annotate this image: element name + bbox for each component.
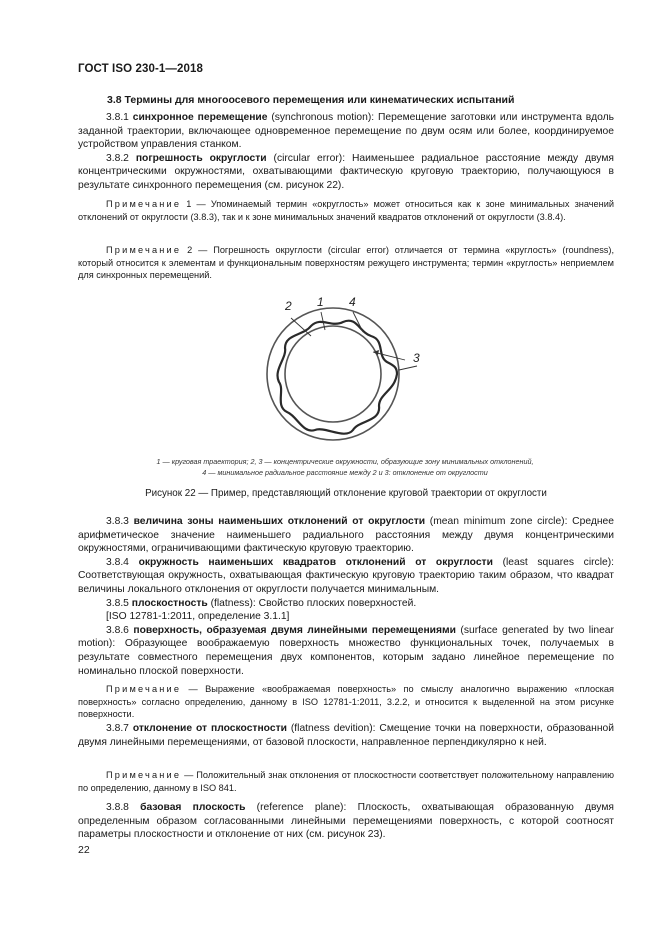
section-title: 3.8 Термины для многоосевого перемещения или кинематических испытаний bbox=[107, 94, 515, 106]
label-2: 2 bbox=[285, 299, 292, 313]
term-3-8-8: 3.8.8 базовая плоскость (reference plane): Плоскость, охватывающая образованную двумя определенным образом согласованными линейными перемещениями поверхность, с которой соотносят параметры плоскостности и отклонение от них (см. рисунок 23). bbox=[78, 802, 614, 841]
figure-legend: 1 — круговая траектория; 2, 3 — концентрические окружности, образующие зону минимальных отклонений, 4 — минимальное радиальное расстояние между 2 и 3: отклонение от округлости bbox=[156, 457, 534, 477]
term-block-383-386 bbox=[78, 515, 614, 678]
page-number: 22 bbox=[78, 844, 90, 856]
figure-caption: Рисунок 22 — Пример, представляющий отклонение круговой траектории от округлости bbox=[145, 488, 547, 499]
figure-22 bbox=[255, 290, 435, 450]
term-3-8-4: 3.8.4 окружность наименьших квадратов отклонений от округлости (least squares circle): Соответствующая окружность, охватывающая фактическую круговую траекторию таким образом, что квадрат величины локального отклонения от округлости получается минимальным. bbox=[78, 556, 614, 595]
circular-trajectory-1 bbox=[277, 321, 397, 434]
inner-circle-2 bbox=[285, 326, 381, 422]
term-3-8-3: 3.8.3 величина зоны наименьших отклонений от округлости (mean minimum zone circle): Среднее арифметическое значение наименьшего радиального расстояния между двумя концентрическими окружностями, ограничивающими фактическую круговую траекторию. bbox=[78, 516, 614, 555]
note-3: Примечание — Выражение «воображаемая поверхность» по смыслу аналогично выражению «плоская поверхность» согласно определению, данному в ISO 12781-1:2011, 3.2.2, и относится к выделенной на этом рисунке поверхности. bbox=[78, 684, 614, 720]
note-4: Примечание — Положительный знак отклонения от плоскостности соответствует положительному направлению по определению, данному в ISO 841. bbox=[78, 770, 614, 793]
term-block-381-382 bbox=[78, 111, 614, 193]
term-3-8-1: 3.8.1 синхронное перемещение (synchronous motion): Перемещение заготовки или инструмента вдоль заданной траектории, включающее одновременное перемещение по двум осям или более, координируемое устройством управления станком. bbox=[78, 112, 614, 151]
document-header: ГОСТ ISO 230-1—2018 bbox=[78, 63, 203, 75]
term-3-8-6: 3.8.6 поверхность, образуемая двумя линейными перемещениями (surface generated by two linear motion): Образующее воображаемую поверхность множество функциональных точек, получаемых в результате совместного перемещения двух компонентов, которым задано линейное перемещение по номинально плоской поверхности. bbox=[78, 624, 614, 677]
note-2: Примечание 2 — Погрешность округлости (circular error) отличается от термина «круглость» (roundness), который относится к элементам и функциональным поверхностям режущего инструмента; термин «круглость» неприемлем для синхронных перемещений. bbox=[78, 245, 614, 281]
label-1: 1 bbox=[317, 295, 324, 309]
reference-3-8-5: [ISO 12781-1:2011, определение 3.1.1] bbox=[106, 611, 290, 623]
note-1: Примечание 1 — Упоминаемый термин «округлость» может относиться как к зоне минимальных значений отклонений от округлости (3.8.3), так и к зоне минимальных значений квадратов отклонений от округлости (3.8.4). bbox=[78, 199, 614, 222]
term-3-8-2: 3.8.2 погрешность округлости (circular error): Наименьшее радиальное расстояние между двумя концентрическими окружностями, охватывающими фактическую круговую траекторию, получающуюся в результате синхронного перемещения (см. рисунок 22). bbox=[78, 152, 614, 191]
term-3-8-5: 3.8.5 плоскостность (flatness): Свойство плоских поверхностей. bbox=[106, 597, 417, 609]
label-3: 3 bbox=[413, 351, 420, 365]
outer-circle-3 bbox=[267, 308, 399, 440]
term-3-8-7: 3.8.7 отклонение от плоскостности (flatness devition): Смещение точки на поверхности, образованной двумя линейными перемещениями, от базовой плоскости, направленное перпендикулярно к ней. bbox=[78, 723, 614, 748]
label-4: 4 bbox=[349, 295, 356, 309]
